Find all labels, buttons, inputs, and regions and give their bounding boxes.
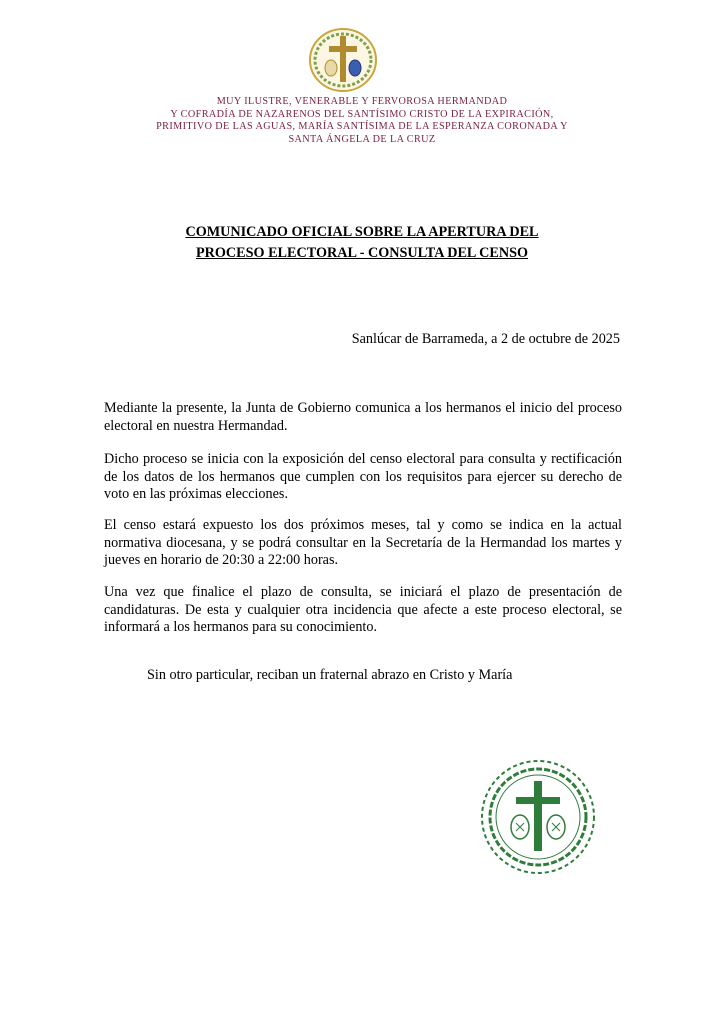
brotherhood-crest-icon [307, 26, 379, 94]
paragraph-4: Una vez que finalice el plazo de consulta, se iniciará el plazo de presentación de candidaturas. De esta y cualquier otra incidencia que afecte a este proceso electoral, se informará a los hermanos para su conocimiento. [104, 584, 622, 636]
title-line-1: COMUNICADO OFICIAL SOBRE LA APERTURA DEL [185, 224, 539, 240]
green-seal-stamp-icon [478, 757, 598, 877]
dateline: Sanlúcar de Barrameda, a 2 de octubre de 2025 [351, 331, 620, 347]
paragraph-1: Mediante la presente, la Junta de Gobierno comunica a los hermanos el inicio del proceso electoral en nuestra Hermandad. [104, 400, 622, 434]
org-line-4: SANTA ÁNGELA DE LA CRUZ [288, 133, 436, 145]
org-line-1: MUY ILUSTRE, VENERABLE Y FERVOROSA HERMANDAD [216, 96, 508, 107]
title-line-2: PROCESO ELECTORAL - CONSULTA DEL CENSO [195, 245, 529, 261]
paragraph-3: El censo estará expuesto los dos próximos meses, tal y como se indica en la actual normativa diocesana, y se podrá consultar en la Secretaría de la Hermandad los martes y jueves en horario de 20:30 a 22:00 horas. [104, 517, 622, 569]
org-line-3: PRIMITIVO DE LAS AGUAS, MARÍA SANTÍSIMA DE LA ESPERANZA CORONADA Y [156, 121, 568, 133]
org-line-2: Y COFRADÍA DE NAZARENOS DEL SANTÍSIMO CRISTO DE LA EXPIRACIÓN, [170, 108, 554, 120]
document-title [100, 222, 624, 264]
paragraph-2: Dicho proceso se inicia con la exposición del censo electoral para consulta y rectificación de los datos de los hermanos que cumplen con los requisitos para ejercer su derecho de voto en las próximas elecciones. [104, 451, 622, 503]
closing-line: Sin otro particular, reciban un fraternal abrazo en Cristo y María [147, 667, 513, 683]
organization-name [100, 96, 624, 146]
